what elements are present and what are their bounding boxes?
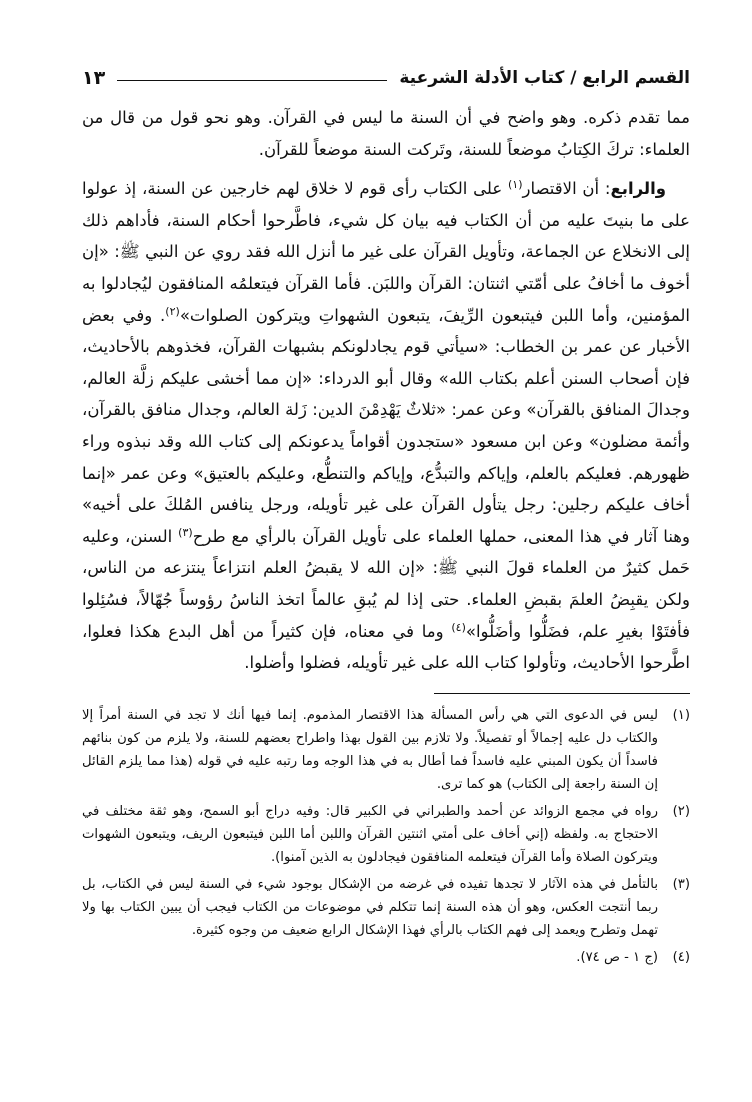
footnote-1-number: (١) — [672, 707, 690, 723]
footnote-1-text: ليس في الدعوى التي هي رأس المسألة هذا الاقتصار المذموم. إنما فيها أنك لا تجد في السنة أمراً إلا والكتاب دل عليه إجمالاً أو تفصيلاً. ولا تلازم بين القول بهذا واطراح بعضهم للسنة، ولا يلزم من كون بنائهم فاسداً أن يكون المبني عليه فاسداً فما أطال به في هذا الوجه وما رتبه عليه في قوله (هذا مما يلزم القائل إن السنة راجعة إلى الكتاب) هو كما ترى. — [82, 707, 658, 792]
header-rule — [117, 80, 387, 81]
footnote-4-text: (ج ١ - ص ٧٤). — [576, 949, 658, 965]
main-text — [82, 102, 690, 679]
footnote-3-number: (٣) — [672, 876, 690, 892]
footnote-separator — [434, 693, 690, 694]
footnote-2-text: رواه في مجمع الزوائد عن أحمد والطبراني في الكبير قال: وفيه دراج أبو السمح، وهو ثقة مختلف في الاحتجاج به. ولفظه (إني أخاف على أمتي اثنتين القرآن واللبن أما اللبن فيتبعون الريف، ويتبعون الشهوات ويتركون الصلاة وأما القرآن فيتعلمه المنافقون فيجادلون به الذين آمنوا). — [82, 803, 658, 865]
page-number: ١٣ — [82, 67, 106, 89]
paragraph-1-text: مما تقدم ذكره. وهو واضح في أن السنة ما ليس في القرآن. وهو نحو قول من قال من العلماء: تركَ الكِتابُ موضعاً للسنة، وتَركت السنة موضعاً للقرآن. — [82, 108, 690, 159]
paragraph-2-lead: والرابع — [610, 179, 666, 199]
header-title: القسم الرابع / كتاب الأدلة الشرعية — [399, 68, 690, 88]
footnote-2-number: (٢) — [672, 803, 690, 819]
footnote-ref-2[interactable]: (٢) — [165, 304, 180, 318]
footnotes — [82, 704, 690, 969]
footnote-ref-1[interactable]: (١) — [507, 178, 523, 192]
paragraph-2 — [82, 173, 690, 679]
footnote-ref-4[interactable]: (٤) — [451, 620, 466, 634]
footnote-3-text: بالتأمل في هذه الآثار لا تجدها تفيده في غرضه من الإشكال بوجود شيء في السنة ليس في الكتاب، بل ربما أنتجت العكس، وهو أن هذه السنة إنما تتكلم في موضوعات من الكتاب فيجب أن يبين الكتاب بها ولا تهمل وتطرح ويعمد إلى فهم الكتاب بالرأي فهذا الإشكال الرابع ضعيف من وجوه كثيرة. — [82, 876, 658, 938]
paragraph-1 — [82, 102, 690, 165]
footnote-ref-3[interactable]: (٣) — [178, 525, 193, 539]
paragraph-2-text-4: السنن، وعليه حَمل كثيرٌ من العلماء قولَ النبي ﷺ: «إن الله لا يقبضُ العلم انتزاعاً ينتزعه من الناس، ولكن يقبِضُ العلمَ بقبضِ العلماء. حتى إذا لم يُبقِ عالماً اتخذ الناسُ رؤوساً جُهّالاً، فسُئِلوا فأفتَوْا بغيرِ علم، فضَلُّوا وأضَلُّوا» — [82, 526, 690, 641]
footnote-3 — [82, 873, 690, 942]
footnote-4-number: (٤) — [672, 949, 690, 965]
paragraph-2-text-2: على الكتاب رأى قوم لا خلاق لهم خارجين عن السنة، إذ عولوا على ما بنيتَ عليه من أن الكتاب فيه بيان كل شيء، فاطَّرحوا أحكام السنة، فأداهم ذلك إلى الانخلاع عن الجماعة، وتأويل القرآن على غير ما أنزل الله فقد روي عن النبي ﷺ: «إن أخوف ما أخافُ على أمّتي اثنتان: القرآن واللبَن. فأما القرآن فيتعلمُه المنافقون ليُجادلوا به المؤمنين، وأما اللبن فيتبعون الرِّيفَ، يتبعون الشهواتِ ويتركون الصلوات» — [82, 179, 690, 325]
paragraph-2-text-3: . وفي بعض الأخبار عن عمر بن الخطاب: «سيأتي قوم يجادلونكم بشبهات القرآن، فخذوهم بالأحاديث، فإن أصحاب السنن أعلم بكتاب الله» وقال أبو الدرداء: «إن مما أخشى عليكم زلَّة العالم، وجدالَ المنافق بالقرآن» وعن عمر: «ثلاثٌ يَهْدِمْنَ الدين: زَلة العالم، وجدال منافق بالقرآن، وأئمة مضلون» وعن ابن مسعود «ستجدون أقواماً يدعونكم إلى كتاب الله وقد نبذوه وراء ظهورهم. فعليكم بالعلم، وإياكم والتبدُّع، وإياكم والتنطُّع، وعليكم بالعتيق» وعن عمر «إنما أخاف عليكم رجلين: رجل يتأول القرآن على غير تأويله، ورجل ينافس المُلكَ على أخيه» وهنا آثار في هذا المعنى، حملها العلماء على تأويل القرآن بالرأي مع طرح — [82, 305, 690, 546]
footnote-2 — [82, 800, 690, 869]
running-header — [82, 58, 690, 98]
footnote-1 — [82, 704, 690, 796]
paragraph-2-text-5: وما في معناه، فإن كثيراً من أهل البدع هكذا فعلوا، اطَّرحوا الأحاديث، وتأولوا كتاب الله على غير تأويله، فضلوا وأضلوا. — [82, 621, 690, 673]
paragraph-2-text: : أن الاقتصار — [522, 179, 611, 199]
page — [82, 58, 690, 973]
footnote-4 — [82, 946, 690, 969]
